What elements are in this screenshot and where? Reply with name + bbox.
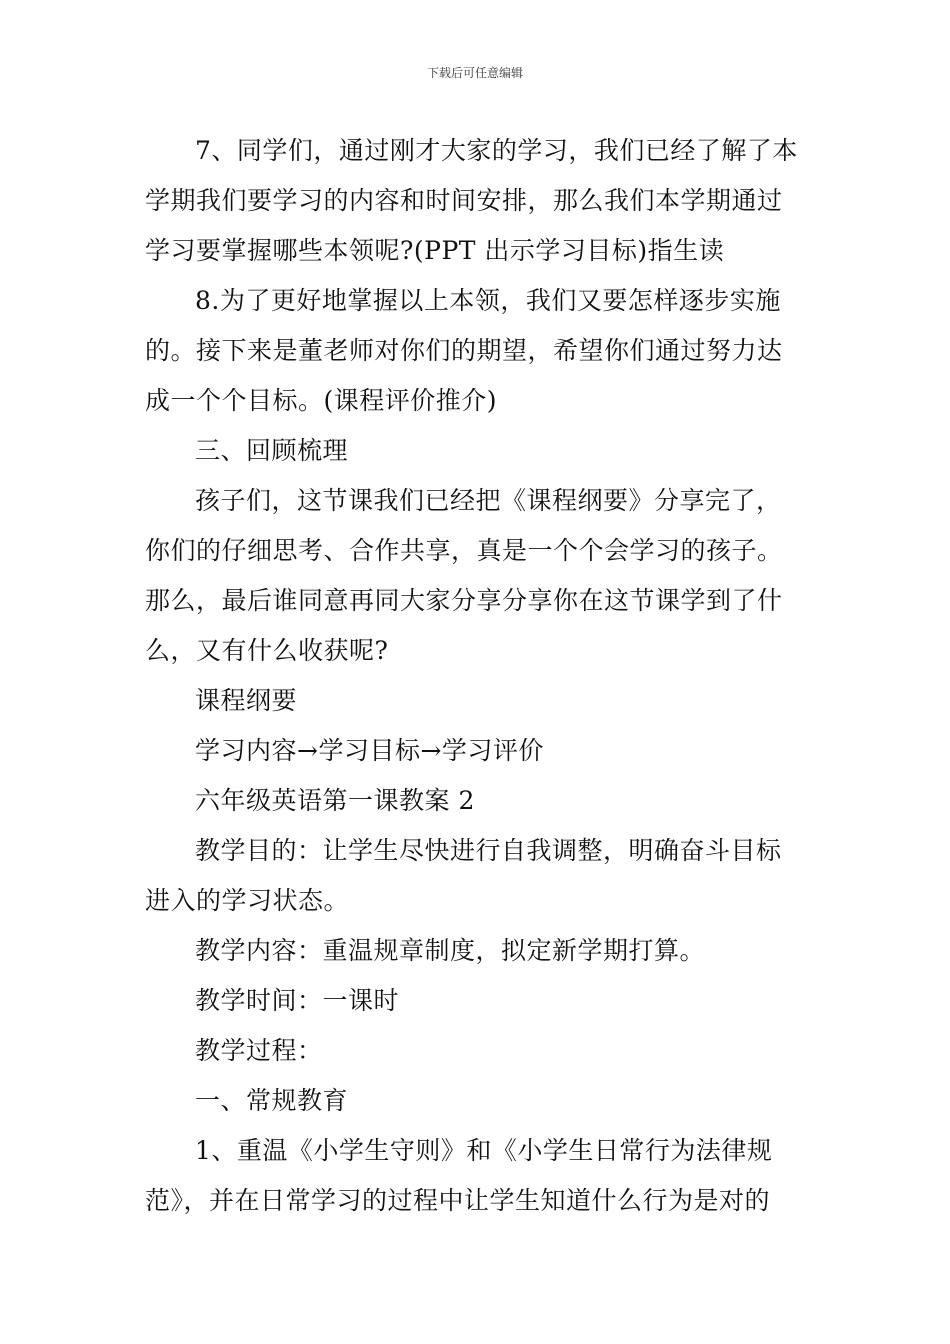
paragraph <box>145 1026 807 1076</box>
paragraph-line: 学习要掌握哪些本领呢?(PPT 出示学习目标)指生读 <box>145 236 725 265</box>
paragraph-line: 三、回顾梳理 <box>195 436 349 465</box>
paragraph <box>145 426 807 476</box>
paragraph-line: 8.为了更好地掌握以上本领，我们又要怎样逐步实施 <box>195 286 781 315</box>
paragraph-line: 孩子们，这节课我们已经把《课程纲要》分享完了， <box>195 486 782 515</box>
paragraph-line: 1、重温《小学生守则》和《小学生日常行为法律规 <box>195 1136 773 1165</box>
paragraph-line: 教学过程： <box>195 1036 323 1065</box>
paragraph-line: 你们的仔细思考、合作共享，真是一个个会学习的孩子。 <box>145 536 783 565</box>
paragraph-line: 成一个个目标。(课程评价推介) <box>145 386 498 415</box>
paragraph <box>145 676 807 726</box>
paragraph <box>145 776 807 826</box>
document-body <box>145 126 807 1226</box>
paragraph <box>145 126 807 276</box>
paragraph-line: 教学时间：一课时 <box>195 986 400 1015</box>
paragraph-line: 六年级英语第一课教案 2 <box>195 786 475 815</box>
paragraph-line: 一、常规教育 <box>195 1086 349 1115</box>
paragraph <box>145 276 807 426</box>
paragraph-line: 进入的学习状态。 <box>145 886 350 915</box>
paragraph-line: 范》，并在日常学习的过程中让学生知道什么行为是对的 <box>145 1186 771 1215</box>
paragraph <box>145 726 807 776</box>
paragraph <box>145 1126 807 1226</box>
paragraph <box>145 826 807 926</box>
paragraph-line: 教学内容：重温规章制度，拟定新学期打算。 <box>195 936 706 965</box>
paragraph-line: 课程纲要 <box>195 686 298 715</box>
paragraph-line: 学习内容→学习目标→学习评价 <box>195 736 544 765</box>
paragraph <box>145 926 807 976</box>
paragraph <box>145 476 807 676</box>
paragraph <box>145 1076 807 1126</box>
paragraph <box>145 976 807 1026</box>
paragraph-line: 7、同学们，通过刚才大家的学习，我们已经了解了本 <box>195 136 798 165</box>
paragraph-line: 么，又有什么收获呢? <box>145 636 389 665</box>
paragraph-line: 的。接下来是董老师对你们的期望，希望你们通过努力达 <box>145 336 783 365</box>
page-header: 下载后可任意编辑 <box>426 66 523 80</box>
paragraph-line: 教学目的：让学生尽快进行自我调整，明确奋斗目标 <box>195 836 782 865</box>
paragraph-line: 那么，最后谁同意再同大家分享分享你在这节课学到了什 <box>145 586 783 615</box>
paragraph-line: 学期我们要学习的内容和时间安排，那么我们本学期通过 <box>145 186 783 215</box>
